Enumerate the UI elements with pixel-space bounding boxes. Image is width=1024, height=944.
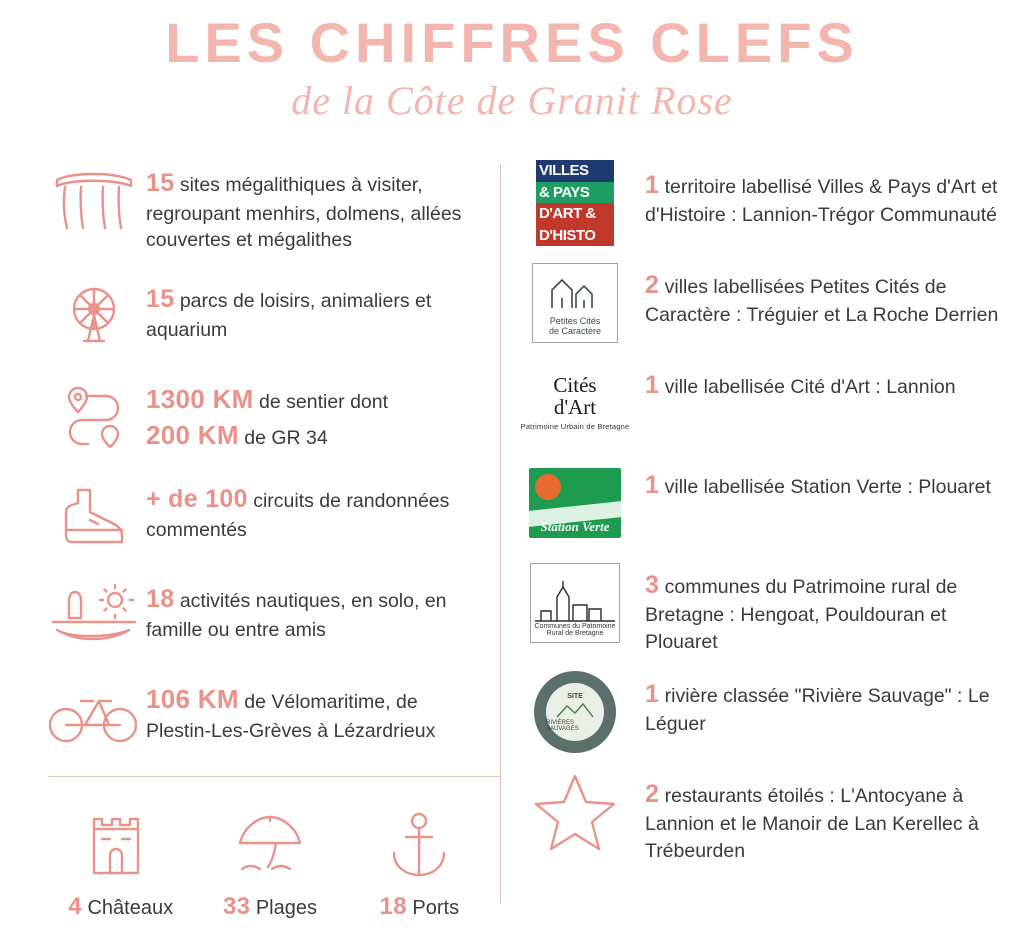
parasol-icon: [195, 795, 344, 881]
strip-number: 4: [68, 893, 82, 921]
list-item: [195, 795, 344, 921]
logo-line: D'HISTO: [536, 225, 614, 247]
list-item-text: [631, 460, 991, 502]
item-label: parcs de loisirs, animaliers et aquarium: [146, 290, 432, 341]
ferris-wheel-icon: [42, 276, 146, 354]
list-item: [519, 460, 1000, 546]
communes-du-patrimoine-rural-de-bretagne-logo: [519, 560, 631, 646]
bottom-strip: [42, 795, 494, 921]
strip-label: [46, 893, 195, 921]
item-label: ville labellisée Cité d'Art : Lannion: [659, 376, 956, 398]
petites-cites-de-caractere-logo: [519, 260, 631, 346]
item-number: 15: [146, 169, 175, 197]
item-label: de sentier dont: [253, 391, 389, 414]
item-number: + de 100: [146, 485, 248, 514]
item-label: communes du Patrimoine rural de Bretagne : Hengoat, Pouldouran et Plouaret: [645, 576, 958, 653]
item-number: 2: [645, 271, 660, 299]
bicycle-icon: [42, 676, 146, 754]
list-item: [42, 476, 486, 554]
item-label: de Vélomaritime, de Plestin-Les-Grèves à Lézardrieux: [146, 691, 436, 743]
item-number: 15: [146, 285, 175, 314]
list-item: [519, 769, 1000, 864]
sun-shape: [535, 474, 561, 500]
list-item-text: [146, 476, 486, 543]
logo-line: Cités: [553, 372, 597, 397]
strip-number: 33: [222, 893, 251, 921]
list-item: [519, 560, 1000, 655]
cites-dart-logo: [519, 360, 631, 446]
page-subtitle: de la Côte de Granit Rose: [291, 77, 733, 123]
list-item: [46, 795, 195, 921]
item-label: territoire labellisé Villes & Pays d'Art et d'Histoire : Lannion-Trégor Communauté: [645, 176, 998, 226]
left-column: [0, 160, 500, 921]
item-number: 3: [645, 571, 660, 599]
list-item: [345, 795, 494, 921]
list-item-text: [631, 560, 1000, 655]
villes-et-pays-dart-et-dhistoire-logo: [519, 160, 631, 246]
item-label: activités nautiques, en solo, en famille ou entre amis: [146, 590, 447, 641]
item-number: 18: [146, 585, 175, 614]
list-item-text: [146, 160, 486, 254]
logo-line: RIVIÈRES SAUVAGES: [546, 719, 579, 732]
logo-line: Rural de Bretagne: [546, 630, 604, 637]
item-label: ville labellisée Station Verte : Plouaret: [659, 476, 991, 498]
strip-label: [195, 893, 344, 921]
right-column: [501, 160, 1024, 921]
item-number: 1300 KM: [146, 384, 254, 415]
item-number: 1: [645, 171, 660, 199]
logo-line: Station Verte: [540, 519, 610, 534]
item-number-secondary: 200 KM: [146, 420, 239, 451]
logo-line: d'Art: [553, 394, 597, 419]
list-item: [519, 360, 1000, 446]
content-columns: [0, 160, 1024, 921]
trail-route-icon: [42, 376, 146, 454]
list-item: [42, 676, 486, 754]
list-item-text: [146, 376, 388, 454]
paddle-board-icon: [42, 576, 146, 654]
strip-number: 18: [379, 893, 407, 921]
item-label: restaurants étoilés : L'Antocyane à Lannion et le Manoir de Lan Kerellec à Trébeurden: [645, 785, 979, 862]
divider: [48, 776, 500, 777]
list-item: [42, 160, 486, 254]
item-number: 1: [645, 371, 660, 399]
list-item-text: [631, 669, 1000, 738]
logo-line: D'ART &: [536, 203, 614, 225]
list-item: [519, 260, 1000, 346]
logo-line: & PAYS: [536, 182, 614, 204]
item-label: circuits de randonnées commentés: [146, 490, 450, 541]
castle-icon: [46, 795, 195, 881]
logo-line: de Caractère: [548, 326, 602, 336]
list-item: [42, 376, 486, 454]
item-label-secondary: de GR 34: [238, 427, 328, 450]
strip-text: Châteaux: [81, 897, 174, 920]
item-number: 106 KM: [146, 684, 239, 715]
logo-line: VILLES: [536, 160, 614, 182]
site-rivieres-sauvages-logo: [519, 669, 631, 755]
list-item: [519, 160, 1000, 246]
list-item-text: [146, 676, 486, 745]
list-item-text: [631, 360, 956, 402]
list-item-text: [631, 260, 1000, 329]
list-item: [519, 669, 1000, 755]
item-label: villes labellisées Petites Cités de Caractère : Tréguier et La Roche Derrien: [645, 276, 999, 326]
list-item: [42, 576, 486, 654]
item-number: 1: [645, 471, 660, 499]
item-number: 1: [645, 680, 660, 709]
header: [0, 0, 1024, 124]
list-item-text: [631, 160, 1000, 229]
station-verte-logo: [519, 460, 631, 546]
dolmen-icon: [42, 160, 146, 238]
page-title: LES CHIFFRES CLEFS: [165, 11, 859, 74]
list-item: [42, 276, 486, 354]
logo-line: Petites Cités: [549, 316, 601, 326]
strip-label: [345, 893, 494, 921]
list-item-text: [146, 576, 486, 643]
item-label: rivière classée "Rivière Sauvage" : Le Léguer: [645, 685, 990, 736]
item-number: 2: [645, 780, 660, 809]
item-label: sites mégalithiques à visiter, regroupant menhirs, dolmens, allées couvertes et mégalithes: [146, 174, 462, 252]
anchor-icon: [345, 795, 494, 881]
list-item-text: [146, 276, 486, 343]
hiking-boot-icon: [42, 476, 146, 554]
logo-line: Patrimoine Urbain de Bretagne: [520, 422, 630, 432]
logo-line: Communes du Patrimoine: [534, 623, 616, 630]
strip-text: Ports: [406, 897, 460, 920]
strip-text: Plages: [250, 897, 317, 920]
list-item-text: [631, 769, 1000, 864]
logo-line: SITE: [567, 692, 583, 700]
star-icon: [519, 769, 631, 855]
